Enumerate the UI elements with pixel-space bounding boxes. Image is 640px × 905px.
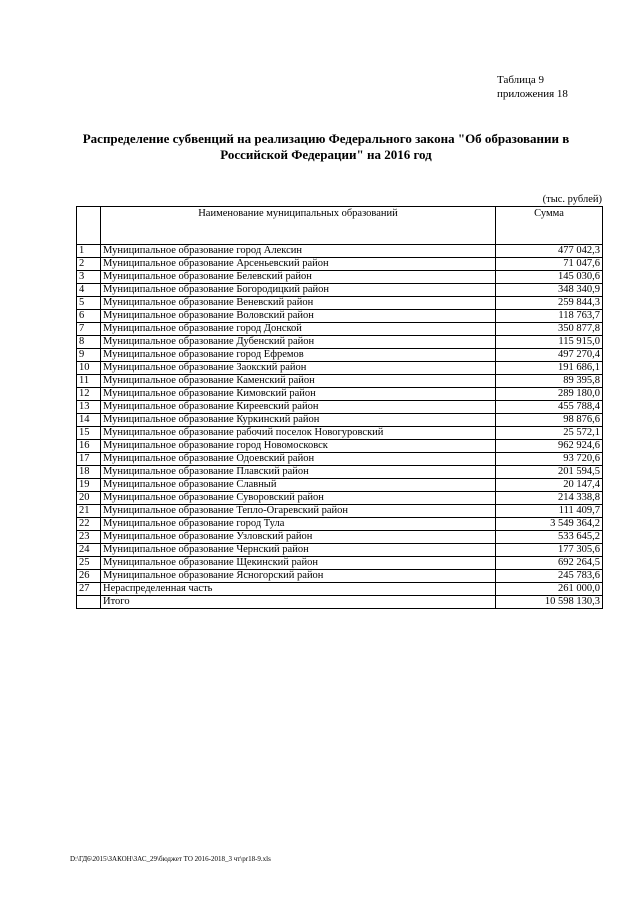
table-row [77,466,603,479]
table-row [77,557,603,570]
table-row [77,544,603,557]
row-number: 5 [77,297,101,310]
amount: 25 572,1 [496,427,603,440]
row-number: 1 [77,245,101,258]
table-row [77,570,603,583]
municipality-name: Муниципальное образование Каменский район [101,375,496,388]
municipality-name: Муниципальное образование город Ефремов [101,349,496,362]
row-number: 13 [77,401,101,414]
total-row [77,596,603,609]
municipality-name: Нераспределенная часть [101,583,496,596]
table-row [77,453,603,466]
row-number: 3 [77,271,101,284]
municipality-name: Муниципальное образование рабочий поселок Новогуровский [101,427,496,440]
municipality-name: Муниципальное образование Богородицкий район [101,284,496,297]
table-row [77,362,603,375]
row-number: 7 [77,323,101,336]
table-row [77,440,603,453]
municipality-name: Муниципальное образование Плавский район [101,466,496,479]
municipality-name: Муниципальное образование Узловский район [101,531,496,544]
amount: 962 924,6 [496,440,603,453]
table-row [77,479,603,492]
total-label: Итого [101,596,496,609]
table-row [77,531,603,544]
row-number: 20 [77,492,101,505]
amount: 245 783,6 [496,570,603,583]
table-row [77,518,603,531]
amount: 455 788,4 [496,401,603,414]
row-number: 4 [77,284,101,297]
name-column-header: Наименование муниципальных образований [101,207,496,245]
amount: 115 915,0 [496,336,603,349]
table-reference [497,73,597,101]
table-number-label: Таблица 9 [497,74,545,86]
row-number: 21 [77,505,101,518]
row-number: 25 [77,557,101,570]
table-row [77,388,603,401]
municipality-name: Муниципальное образование город Донской [101,323,496,336]
row-number: 12 [77,388,101,401]
subvention-table [76,206,603,609]
municipality-name: Муниципальное образование Щекинский район [101,557,496,570]
table-row [77,505,603,518]
table-header-row [77,207,603,245]
municipality-name: Муниципальное образование город Алексин [101,245,496,258]
table-row [77,583,603,596]
municipality-name: Муниципальное образование Киреевский район [101,401,496,414]
file-path-footer: D:\ГД6\2015\ЗАКОН\ЗАС_29\бюджет ТО 2016-2018_3 чт\pr18-9.xls [70,855,271,863]
table-row [77,323,603,336]
row-number: 16 [77,440,101,453]
amount: 71 047,6 [496,258,603,271]
row-number: 2 [77,258,101,271]
amount: 533 645,2 [496,531,603,544]
amount: 191 686,1 [496,362,603,375]
municipality-name: Муниципальное образование Белевский район [101,271,496,284]
amount: 289 180,0 [496,388,603,401]
municipality-name: Муниципальное образование Тепло-Огаревский район [101,505,496,518]
municipality-name: Муниципальное образование Воловский район [101,310,496,323]
table-row [77,414,603,427]
amount: 3 549 364,2 [496,518,603,531]
amount: 177 305,6 [496,544,603,557]
row-number: 17 [77,453,101,466]
municipality-name: Муниципальное образование Куркинский район [101,414,496,427]
amount: 497 270,4 [496,349,603,362]
amount: 261 000,0 [496,583,603,596]
amount: 111 409,7 [496,505,603,518]
municipality-name: Муниципальное образование Ясногорский район [101,570,496,583]
table-row [77,349,603,362]
amount: 692 264,5 [496,557,603,570]
row-number: 6 [77,310,101,323]
table-row [77,297,603,310]
table-row [77,427,603,440]
row-number: 10 [77,362,101,375]
amount: 118 763,7 [496,310,603,323]
table-row [77,310,603,323]
row-number: 26 [77,570,101,583]
amount: 477 042,3 [496,245,603,258]
document-title: Распределение субвенций на реализацию Федерального закона "Об образовании в Российской Федерации" на 2016 год [82,131,570,162]
table-row [77,375,603,388]
amount: 20 147,4 [496,479,603,492]
row-number: 19 [77,479,101,492]
municipality-name: Муниципальное образование город Новомосковск [101,440,496,453]
municipality-name: Муниципальное образование Кимовский район [101,388,496,401]
amount: 214 338,8 [496,492,603,505]
municipality-name: Муниципальное образование город Тула [101,518,496,531]
row-number: 8 [77,336,101,349]
row-number: 22 [77,518,101,531]
total-number-cell [77,596,101,609]
row-number: 15 [77,427,101,440]
row-number: 9 [77,349,101,362]
municipality-name: Муниципальное образование Дубенский район [101,336,496,349]
row-number: 24 [77,544,101,557]
table-row [77,245,603,258]
row-number: 11 [77,375,101,388]
municipality-name: Муниципальное образование Славный [101,479,496,492]
municipality-name: Муниципальное образование Веневский район [101,297,496,310]
municipality-name: Муниципальное образование Арсеньевский район [101,258,496,271]
number-column-header [77,207,101,245]
amount: 98 876,6 [496,414,603,427]
amount: 348 340,9 [496,284,603,297]
annex-label: приложения 18 [497,88,568,100]
total-amount: 10 598 130,3 [496,596,603,609]
amount: 145 030,6 [496,271,603,284]
row-number: 18 [77,466,101,479]
municipality-name: Муниципальное образование Одоевский район [101,453,496,466]
amount: 89 395,8 [496,375,603,388]
row-number: 23 [77,531,101,544]
municipality-name: Муниципальное образование Суворовский район [101,492,496,505]
row-number: 27 [77,583,101,596]
amount: 350 877,8 [496,323,603,336]
sum-column-header: Сумма [496,207,603,245]
amount: 93 720,6 [496,453,603,466]
row-number: 14 [77,414,101,427]
table-row [77,271,603,284]
units-label: (тыс. рублей) [542,194,602,205]
table-row [77,258,603,271]
municipality-name: Муниципальное образование Заокский район [101,362,496,375]
amount: 259 844,3 [496,297,603,310]
municipality-name: Муниципальное образование Чернский район [101,544,496,557]
table-row [77,492,603,505]
table-row [77,284,603,297]
table-row [77,401,603,414]
amount: 201 594,5 [496,466,603,479]
table-row [77,336,603,349]
